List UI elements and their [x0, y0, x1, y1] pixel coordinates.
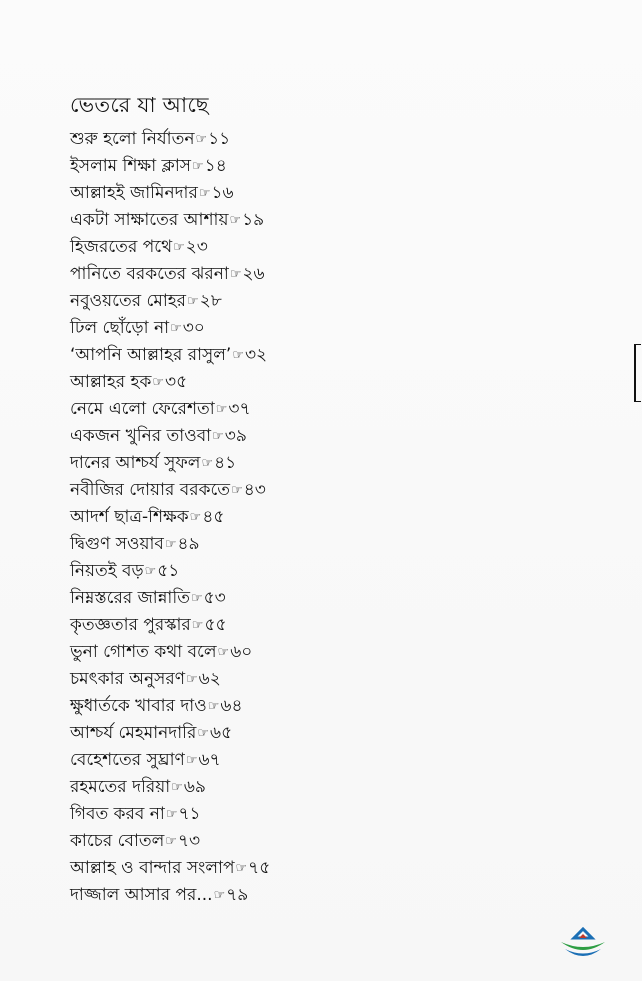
- toc-entry: [70, 666, 270, 693]
- toc-entry-title: নবুওয়তের মোহর: [70, 291, 187, 311]
- toc-entry-title: কৃতজ্ঞতার পুরস্কার: [70, 615, 191, 635]
- pointing-hand-icon: ☞: [165, 834, 177, 849]
- pointing-hand-icon: ☞: [189, 510, 202, 525]
- toc-entry-title: কাচের বোতল: [70, 831, 165, 851]
- toc-entry-title: পানিতে বরকতের ঝরনা: [70, 264, 229, 284]
- toc-entry-page: ৩০: [182, 318, 205, 338]
- toc-entry-page: ১৬: [211, 183, 234, 203]
- toc-entry-page: ৬২: [198, 669, 221, 689]
- pointing-hand-icon: ☞: [212, 429, 224, 444]
- toc-entry: [70, 315, 270, 342]
- toc-entry-page: ৬০: [230, 642, 253, 662]
- toc-entry-page: ৭৫: [248, 858, 271, 878]
- pointing-hand-icon: ☞: [192, 159, 204, 174]
- toc-entry-page: ৬৭: [198, 750, 221, 770]
- toc-entry-title: নবীজির দোয়ার বরকতে: [70, 480, 231, 500]
- toc-entry-title: দানের আশ্চর্য সুফল: [70, 453, 201, 473]
- table-of-contents: [70, 126, 270, 909]
- toc-entry-title: রহমতের দরিয়া: [70, 777, 171, 797]
- toc-entry: [70, 207, 270, 234]
- toc-entry-page: ২৬: [242, 264, 265, 284]
- pointing-hand-icon: ☞: [191, 618, 204, 633]
- toc-entry: [70, 342, 270, 369]
- pointing-hand-icon: ☞: [232, 348, 244, 363]
- toc-entry-page: ৪৫: [202, 507, 225, 527]
- toc-entry: [70, 504, 270, 531]
- toc-entry-title: গিবত করব না: [70, 804, 165, 824]
- toc-entry: [70, 720, 270, 747]
- publisher-logo-icon: [555, 918, 611, 964]
- pointing-hand-icon: ☞: [197, 726, 210, 741]
- pointing-hand-icon: ☞: [186, 672, 198, 687]
- toc-entry: [70, 423, 270, 450]
- toc-entry: [70, 450, 270, 477]
- toc-entry: [70, 558, 270, 585]
- pointing-hand-icon: ☞: [198, 186, 211, 201]
- toc-entry-page: ৭৯: [226, 885, 249, 905]
- pointing-hand-icon: ☞: [231, 483, 243, 498]
- toc-entry-title: আশ্চর্য মেহমানদারি: [70, 723, 197, 743]
- toc-entry-title: নিয়তই বড়: [70, 561, 144, 581]
- toc-entry-title: নেমে এলো ফেরেশতা: [70, 399, 215, 419]
- pointing-hand-icon: ☞: [235, 861, 248, 876]
- toc-entry: [70, 693, 270, 720]
- toc-entry-page: ৭১: [178, 804, 201, 824]
- pointing-hand-icon: ☞: [185, 753, 198, 768]
- toc-entry-title: আল্লাহর হক: [70, 372, 152, 392]
- toc-entry-page: ৪১: [214, 453, 237, 473]
- pointing-hand-icon: ☞: [171, 780, 183, 795]
- toc-entry-page: ১৯: [242, 210, 265, 230]
- toc-entry: [70, 585, 270, 612]
- toc-entry-title: ক্ষুধার্তকে খাবার দাও: [70, 696, 207, 716]
- toc-entry-page: ৪৯: [177, 534, 200, 554]
- toc-entry: [70, 882, 270, 909]
- pointing-hand-icon: ☞: [215, 402, 228, 417]
- pointing-hand-icon: ☞: [207, 699, 220, 714]
- toc-entry-title: ‘আপনি আল্লাহর রাসুল’: [70, 345, 232, 365]
- toc-entry-title: দাজ্জাল আসার পর...: [70, 885, 213, 905]
- toc-entry: [70, 369, 270, 396]
- pointing-hand-icon: ☞: [195, 132, 208, 147]
- toc-entry-page: ৩২: [244, 345, 268, 365]
- toc-entry-title: হিজরতের পথে: [70, 237, 173, 257]
- pointing-hand-icon: ☞: [229, 267, 242, 282]
- toc-entry-page: ৫৩: [203, 588, 226, 608]
- pointing-hand-icon: ☞: [173, 240, 185, 255]
- toc-entry-title: ঢিল ছোঁড়ো না: [70, 318, 170, 338]
- toc-entry: [70, 774, 270, 801]
- toc-entry: [70, 288, 270, 315]
- pointing-hand-icon: ☞: [152, 375, 165, 390]
- toc-entry: [70, 531, 270, 558]
- toc-entry-title: ভুনা গোশত কথা বলে: [70, 642, 217, 662]
- toc-entry: [70, 180, 270, 207]
- toc-entry: [70, 477, 270, 504]
- toc-entry-page: ৬৫: [210, 723, 233, 743]
- pointing-hand-icon: ☞: [190, 591, 203, 606]
- toc-entry: [70, 234, 270, 261]
- toc-entry-title: আল্লাহ ও বান্দার সংলাপ: [70, 858, 235, 878]
- pointing-hand-icon: ☞: [164, 537, 177, 552]
- toc-entry: [70, 639, 270, 666]
- toc-entry: [70, 612, 270, 639]
- toc-entry: [70, 153, 270, 180]
- toc-entry-page: ২৮: [199, 291, 222, 311]
- pointing-hand-icon: ☞: [229, 213, 242, 228]
- toc-entry-title: আদর্শ ছাত্র-শিক্ষক: [70, 507, 189, 527]
- toc-entry-title: নিম্নস্তরের জান্নাতি: [70, 588, 190, 608]
- pointing-hand-icon: ☞: [213, 888, 226, 903]
- toc-entry-page: ৩৫: [165, 372, 188, 392]
- toc-entry-page: ৬৯: [183, 777, 206, 797]
- pointing-hand-icon: ☞: [187, 294, 199, 309]
- toc-entry: [70, 747, 270, 774]
- toc-entry: [70, 261, 270, 288]
- toc-entry-title: আল্লাহই জামিনদার: [70, 183, 198, 203]
- toc-entry-title: চমৎকার অনুসরণ: [70, 669, 186, 689]
- toc-entry-title: বেহেশতের সুঘ্রাণ: [70, 750, 185, 770]
- toc-entry-page: ৬৪: [220, 696, 243, 716]
- toc-entry-page: ৫৫: [204, 615, 227, 635]
- toc-entry: [70, 126, 270, 153]
- toc-entry: [70, 828, 270, 855]
- toc-entry-page: ৭৩: [177, 831, 201, 851]
- toc-entry-title: শুরু হলো নির্যাতন: [70, 129, 195, 149]
- toc-entry-page: ৩৭: [228, 399, 251, 419]
- toc-entry-page: ৪৩: [243, 480, 266, 500]
- toc-entry-title: ইসলাম শিক্ষা ক্লাস: [70, 156, 192, 176]
- toc-entry-page: ৫১: [157, 561, 180, 581]
- toc-entry-page: ২৩: [185, 237, 208, 257]
- toc-entry-page: ৩৯: [224, 426, 247, 446]
- toc-entry: [70, 855, 270, 882]
- toc-entry-page: ১১: [208, 129, 231, 149]
- toc-entry-page: ১৪: [204, 156, 227, 176]
- pointing-hand-icon: ☞: [144, 564, 157, 579]
- toc-entry-title: একটা সাক্ষাতের আশায়: [70, 210, 229, 230]
- page-title: ভেতরে যা আছে: [70, 93, 209, 117]
- pointing-hand-icon: ☞: [201, 456, 214, 471]
- toc-entry-title: দ্বিগুণ সওয়াব: [70, 534, 164, 554]
- toc-entry-title: একজন খুনির তাওবা: [70, 426, 212, 446]
- toc-entry: [70, 801, 270, 828]
- pointing-hand-icon: ☞: [170, 321, 182, 336]
- page-edge-mark: [634, 344, 641, 402]
- pointing-hand-icon: ☞: [217, 645, 230, 660]
- toc-entry: [70, 396, 270, 423]
- pointing-hand-icon: ☞: [165, 807, 178, 822]
